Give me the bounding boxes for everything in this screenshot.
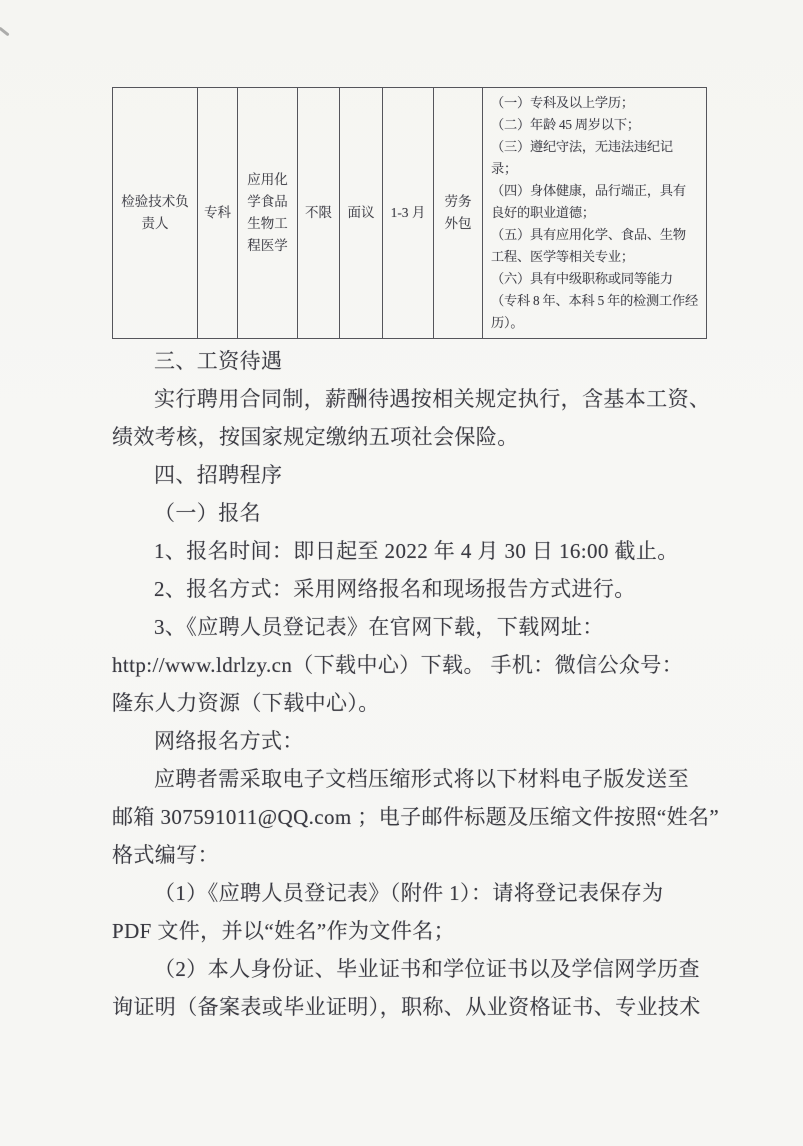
body-line-form-download: 3、《应聘人员登记表》在官网下载，下载网址：	[154, 615, 604, 639]
cell-gender: 不限	[298, 88, 340, 339]
body-line-signup-method: 2、报名方式：采用网络报名和现场报告方式进行。	[154, 577, 636, 601]
requirement-item: （五）具有应用化学、食品、生物工程、医学等相关专业；	[491, 227, 686, 264]
body-line: 实行聘用合同制，薪酬待遇按相关规定执行，含基本工资、	[154, 387, 711, 411]
body-line-item-1: （1）《应聘人员登记表》（附件 1）：请将登记表保存为	[154, 881, 664, 905]
body-line-item-2: （2）本人身份证、毕业证书和学位证书以及学信网学历查	[154, 957, 700, 981]
section-heading-procedure: 四、招聘程序	[154, 463, 283, 487]
cell-duration: 1-3 月	[383, 88, 434, 339]
requirement-item: （三）遵纪守法，无违法违纪记录；	[491, 139, 673, 176]
body-line: 应聘者需采取电子文档压缩形式将以下材料电子版发送至	[154, 767, 689, 791]
requirement-item: （四）身体健康，品行端正，具有良好的职业道德；	[491, 183, 686, 220]
cell-employment-type: 劳务外包	[434, 88, 483, 339]
section-heading-salary: 三、工资待遇	[154, 349, 283, 373]
cell-salary: 面议	[340, 88, 383, 339]
cell-position: 检验技术负责人	[113, 88, 198, 339]
requirement-item: （二）年龄 45 周岁以下；	[491, 117, 640, 132]
job-table	[112, 87, 707, 339]
body-line: 格式编写：	[112, 843, 219, 867]
body-line: 隆东人力资源（下载中心）。	[112, 691, 380, 715]
cell-education: 专科	[198, 88, 238, 339]
body-line-email: 邮箱 307591011@QQ.com ；电子邮件标题及压缩文件按照“姓名”	[112, 805, 720, 829]
cell-requirements	[483, 88, 707, 339]
body-line-download-url: http://www.ldrlzy.cn（下载中心）下载。 手机：微信公众号：	[112, 653, 684, 677]
requirement-item: （六）具有中级职称或同等能力（专科 8 年、本科 5 年的检测工作经历）。	[491, 271, 698, 330]
table-row	[113, 88, 707, 339]
body-line-signup-time: 1、报名时间：即日起至 2022 年 4 月 30 日 16:00 截止。	[154, 539, 679, 563]
body-line: 询证明（备案表或毕业证明），职称、从业资格证书、专业技术	[112, 995, 701, 1019]
scan-artifact-mark	[0, 27, 10, 37]
subsection-heading-signup: （一）报名	[154, 501, 261, 525]
body-line: PDF 文件，并以“姓名”作为文件名；	[112, 919, 456, 943]
body-line-online-signup: 网络报名方式：	[154, 729, 304, 753]
requirement-item: （一）专科及以上学历；	[491, 95, 634, 110]
body-line: 绩效考核，按国家规定缴纳五项社会保险。	[112, 425, 519, 449]
cell-major: 应用化学食品生物工程医学	[238, 88, 298, 339]
body-text	[112, 342, 720, 1026]
